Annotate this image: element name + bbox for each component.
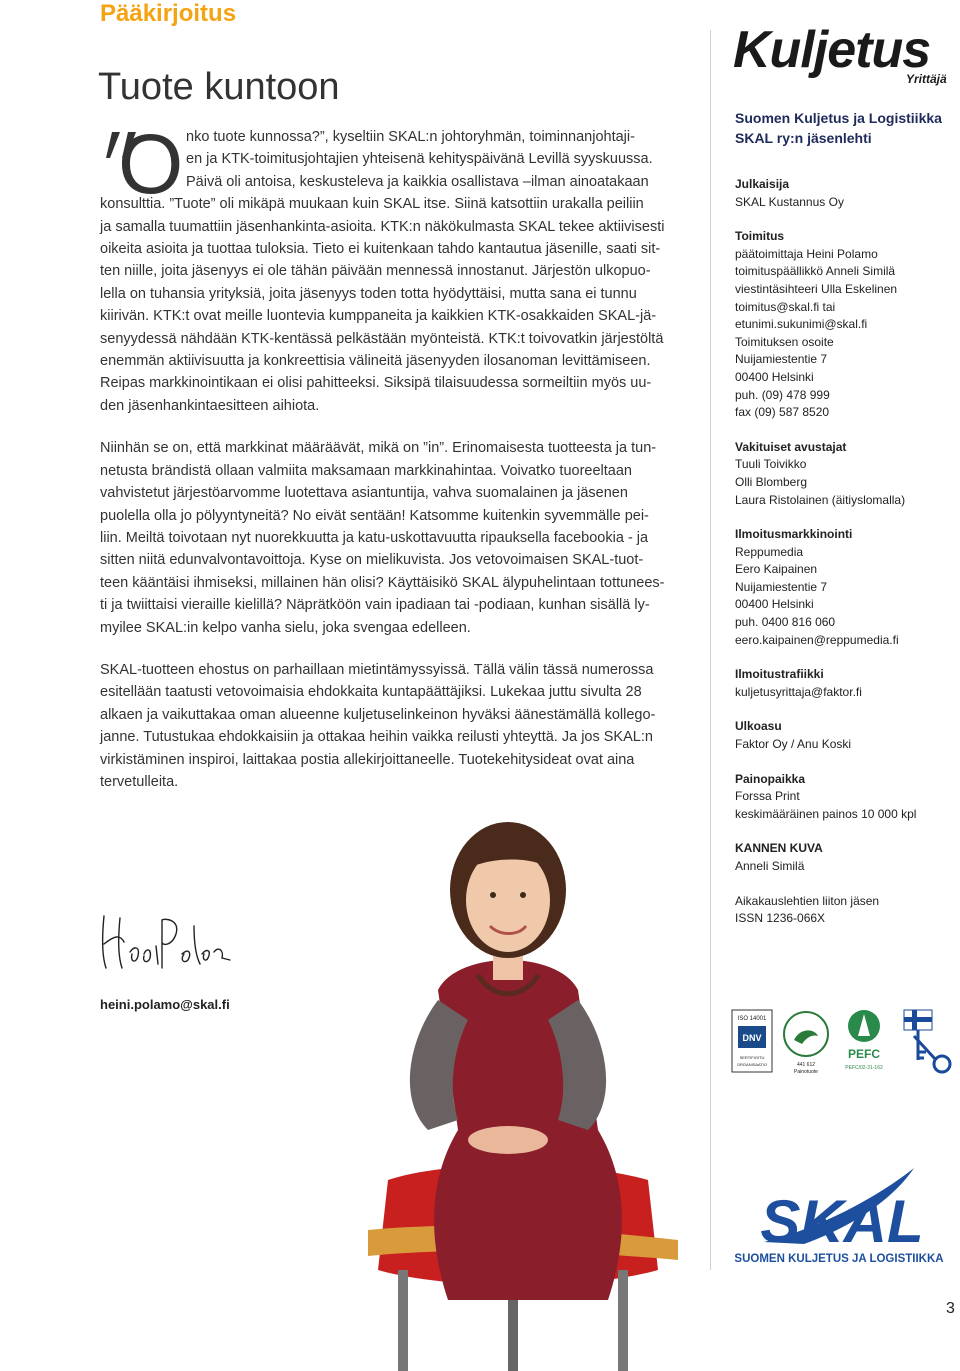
text-line: nko tuote kunnossa?”, kyseltiin SKAL:n johtoryhmän, toiminnanjohtaji- (186, 129, 635, 145)
editor-photo (328, 800, 698, 1371)
info-block-editorial (735, 228, 955, 422)
info-line: Faktor Oy / Anu Koski (735, 737, 852, 752)
page-number: 3 (946, 1300, 955, 1317)
info-line: Olli Blomberg (735, 474, 808, 489)
text-line: alkaen ja vaikuttakaa oman alueenne kuljetuselinkeinon hyväksi äänestämällä kollego- (100, 706, 656, 723)
text-line: enemmän aktiivisuutta ja konkreettisia välineitä jäsenyyden ilosanoman levittämiseen. (100, 353, 651, 370)
text-line: vahvistetut järjestöarvomme luotettava asiantuntija, vahva suomalainen ja jäsenen (100, 485, 628, 502)
column-divider (710, 30, 711, 1270)
info-line: etunimi.sukunimi@skal.fi (735, 317, 868, 332)
info-line: Reppumedia (735, 544, 804, 559)
info-heading: KANNEN KUVA (735, 841, 823, 856)
info-line: 00400 Helsinki (735, 597, 814, 612)
text-line: sitten niitä edunvalvontavoittoja. Kyse on mielikuvista. Jos vetovoimaisen SKAL-tuot- (100, 552, 644, 569)
paragraph-2 (100, 437, 665, 639)
info-heading: Painopaikka (735, 771, 806, 786)
text-line: ti ja twiittaisi vieraille kielillä? Näprätköön vain ipadiaan tai -podiaan, kunhan sisällä ly- (100, 597, 650, 614)
text-line: Niinhän se on, että markkinat määräävät, mikä on ”in”. Erinomaisesta tuotteesta ja tun- (100, 440, 657, 457)
iso-label: ISO 14001 (737, 1016, 767, 1022)
paragraph-3 (100, 659, 656, 793)
info-heading: Julkaisija (735, 177, 790, 191)
info-line: Laura Ristolainen (äitiyslomalla) (735, 492, 906, 507)
info-line: puh. 0400 816 060 (735, 615, 836, 630)
text-line: teen kääntäisi ihmiseksi, millainen hän olisi? Käyttäisikö SKAL älypuhelintaan tottunees- (100, 574, 665, 591)
article-body (100, 126, 665, 813)
info-line: Nuijamiestentie 7 (735, 579, 828, 594)
iso-dnv-badge (732, 1010, 772, 1072)
info-block-publisher (735, 176, 955, 211)
info-block-membership (735, 893, 955, 928)
text-line: ja samalla tuumattiin jäsenhankinta-asioita. KTK:n näkökulmasta SKAL tekee aktiivisesti (100, 218, 665, 235)
info-line: Tuuli Toivikko (735, 457, 807, 472)
page-title: Tuote kuntoon (98, 66, 340, 108)
info-line: ISSN 1236-066X (735, 911, 826, 926)
text-line: myilee SKAL:in kelpo vanha sielu, joka svengaa edelleen. (100, 619, 471, 636)
info-line: päätoimittaja Heini Polamo (735, 246, 878, 261)
section-label: Pääkirjoitus (100, 0, 237, 27)
info-line: viestintäsihteeri Ulla Eskelinen (735, 281, 898, 296)
text-line: ten niille, joita jäsenyys ei ole tähän päivään mennessä innostanut. Järjestön ulkopuo- (100, 263, 651, 280)
info-line: Eero Kaipainen (735, 562, 818, 577)
text-line: konsulttia. ”Tuote” oli mikäpä muukaan kuin SKAL itse. Siinä katsottiin urakalla peiliin (100, 196, 644, 213)
signature-image (96, 906, 236, 976)
paragraph-1 (100, 126, 665, 417)
info-block-advertising (735, 526, 955, 649)
signature-email[interactable]: heini.polamo@skal.fi (100, 997, 230, 1012)
nordic-swan-icon (784, 1012, 828, 1075)
swan-code: 441 612 (796, 1062, 816, 1068)
text-line: puolella olla jo pölyyntyneitä? No eivät sentään! Katsomme kuitenkin syvemmälle pei- (100, 507, 649, 524)
info-line: fax (09) 587 8520 (735, 405, 830, 420)
publisher-org (735, 108, 955, 148)
text-line: oikeita asioita ja tuottaa tuloksia. Tieto ei kuitenkaan tahdo kantautua jäsenille, saati sit- (100, 241, 661, 258)
magazine-logo-sub: Yrittäjä (906, 72, 947, 86)
skal-logo-text: SKAL (760, 1188, 924, 1255)
text-line: Reipas markkinointikaan ei olisi pahitteeksi. Siksipä tilaisuudessa sormeiltiin myös uu- (100, 375, 652, 392)
text-line: esitellään taatusti vetovoimaisia ehdokkaita kuntapäättäjiksi. Lukekaa juttu sivulta 28 (100, 684, 642, 701)
info-line: Anneli Similä (735, 859, 805, 873)
info-line: puh. (09) 478 999 (735, 387, 830, 402)
certification-logos (728, 1006, 958, 1076)
swan-label: Painotuote (794, 1069, 818, 1075)
org-line: Suomen Kuljetus ja Logistiikka (735, 110, 942, 126)
text-line: lella on tuhansia yrityksiä, joita jäsenyys toden totta hyödyttäisi, mutta sana ei tunnu (100, 285, 637, 302)
magazine-logo: Kuljetus (733, 21, 931, 79)
info-line: Forssa Print (735, 789, 800, 804)
info-heading: Ilmoitustrafiikki (735, 667, 824, 682)
info-block-layout (735, 718, 955, 753)
text-line: SKAL-tuotteen ehostus on parhaillaan mietintämyssyissä. Tällä välin tässä numerossa (100, 661, 654, 678)
info-line: SKAL Kustannus Oy (735, 194, 844, 209)
info-line[interactable]: kuljetusyrittaja@faktor.fi (735, 684, 862, 699)
info-heading: Ilmoitusmarkkinointi (735, 527, 853, 542)
info-line: Toimituksen osoite (735, 334, 834, 349)
text-line: en ja KTK-toimitusjohtajien yhteisenä kehityspäivänä Levillä syyskuussa. (186, 151, 653, 168)
info-heading: Ulkoasu (735, 719, 782, 734)
org-line: SKAL ry:n jäsenlehti (735, 130, 872, 146)
info-line[interactable]: toimitus@skal.fi tai (735, 299, 836, 314)
key-flag-icon (904, 1010, 950, 1072)
skal-tagline: SUOMEN KULJETUS JA LOGISTIIKKA (734, 1253, 944, 1265)
masthead-info (735, 176, 955, 945)
cert-line: SERTIFIOITU (739, 1055, 765, 1060)
text-line: tervetulleita. (100, 773, 179, 790)
text-line: virkistäminen inspiroi, laittakaa postia allekirjoittaneelle. Tuotekehitysideat ovat aina (100, 751, 635, 768)
text-line: janne. Tutustukaa ehdokkaisiin ja ottakaa heihin vaikka reilusti yhteyttä. Ja jos SKAL:n (100, 729, 653, 746)
pefc-code: PEFC/02-31-162 (845, 1065, 883, 1071)
info-line: keskimääräinen painos 10 000 kpl (735, 806, 917, 821)
skal-logo (724, 1160, 954, 1270)
info-line: toimituspäällikkö Anneli Similä (735, 264, 896, 279)
info-heading: Toimitus (735, 229, 785, 244)
text-line: senyydessä nähdään KTK-kentässä pelkästään myönteistä. KTK:t toivovatkin järjestöltä (100, 330, 664, 347)
info-block-printing (735, 771, 955, 824)
text-line: kiirivän. KTK:t ovat meille luontevia kumppaneita ja kaikkien KTK-osakkaiden SKAL-jä- (100, 308, 657, 325)
info-block-contributors (735, 439, 955, 509)
drop-cap: O (118, 117, 184, 211)
info-line[interactable]: eero.kaipainen@reppumedia.fi (735, 632, 899, 647)
info-line: Nuijamiestentie 7 (735, 352, 828, 367)
text-line: den jäsenhankintaesitteen aihiota. (100, 397, 320, 414)
text-line: Päivä oli antoisa, keskusteleva ja kaikkia osallistava –ilman ainoatakaan (186, 173, 649, 190)
info-line: Aikakauslehtien liiton jäsen (735, 893, 880, 908)
info-block-ad-traffic (735, 666, 955, 701)
cert-line: ORGANISAATIO (736, 1062, 768, 1067)
dnv-label: DNV (742, 1033, 762, 1043)
info-line: 00400 Helsinki (735, 369, 814, 384)
pefc-icon (845, 1010, 883, 1071)
text-line: liin. Meiltä toivotaan nyt nuorekkuutta ja katu-uskottavuutta ripauksella facebookia - ja (100, 529, 649, 546)
pefc-label: PEFC (847, 1047, 881, 1061)
info-block-cover-photo (735, 840, 955, 875)
text-line: netusta brändistä ollaan valmiita maksamaan markkinahintaa. Voivatko tuoreeltaan (100, 462, 632, 479)
info-heading: Vakituiset avustajat (735, 439, 847, 454)
